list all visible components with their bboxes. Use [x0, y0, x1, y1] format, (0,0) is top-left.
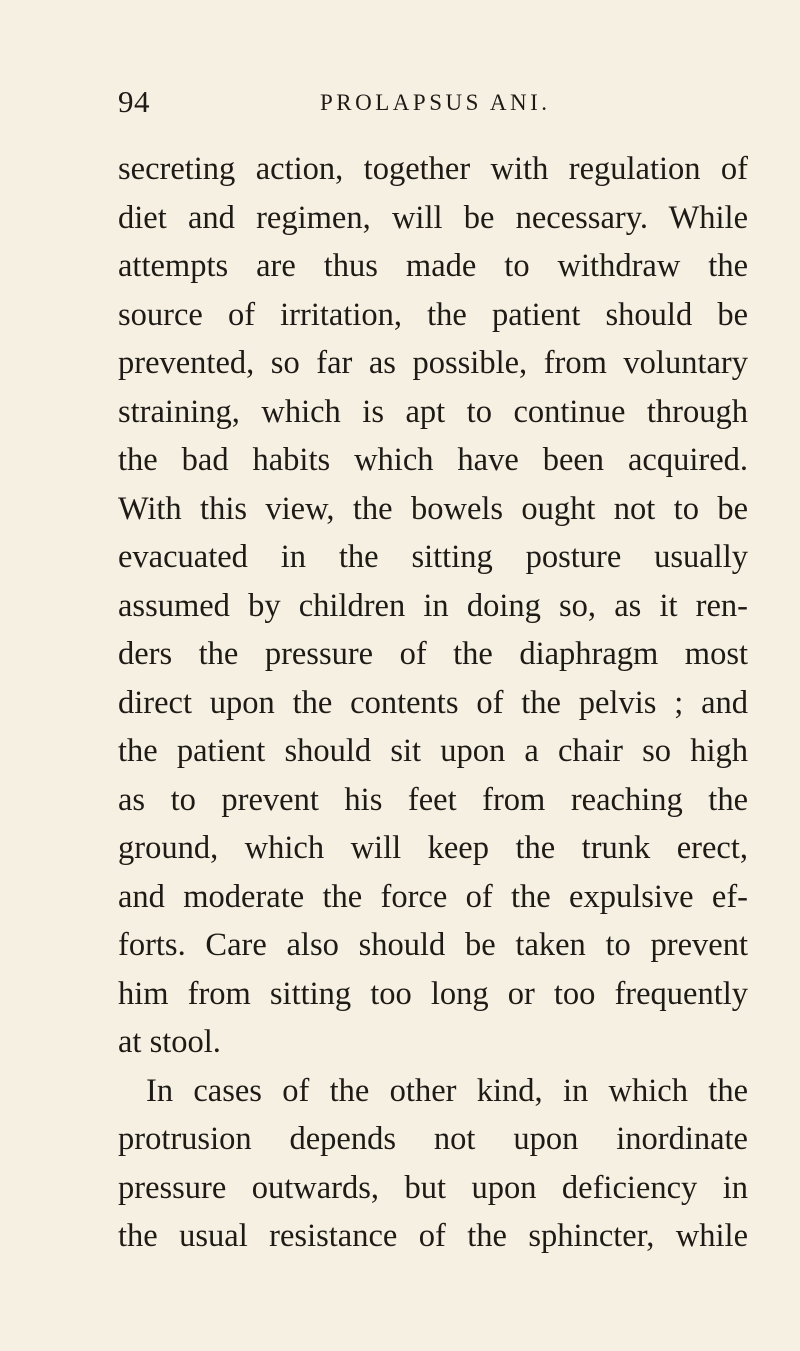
text-line: evacuated in the sitting posture usually — [118, 539, 748, 575]
text-line: source of irritation, the patient should be — [118, 296, 748, 333]
text-line: diet and regimen, will be necessary. While — [118, 199, 748, 236]
text-line: the usual resistance of the sphincter, while — [118, 1218, 748, 1254]
page-header — [118, 84, 738, 120]
text-line: the patient should sit upon a chair so high — [118, 733, 748, 769]
text-line: secreting action, together with regulation of — [118, 151, 748, 187]
text-line: ground, which will keep the trunk erect, — [118, 830, 748, 866]
text-line: attempts are thus made to withdraw the — [118, 248, 748, 284]
text-line: protrusion depends not upon inordinate — [118, 1121, 748, 1157]
text-line: direct upon the contents of the pelvis ; and — [118, 684, 748, 721]
text-line: forts. Care also should be taken to prevent — [118, 927, 748, 963]
running-head: PROLAPSUS ANI. — [320, 90, 551, 115]
page-number: 94 — [118, 84, 150, 119]
body-text — [118, 145, 748, 1261]
text-line: pressure outwards, but upon deficiency in — [118, 1169, 748, 1206]
text-line: at stool. — [118, 1024, 221, 1060]
text-line: and moderate the force of the expulsive ef- — [118, 878, 748, 915]
text-line: assumed by children in doing so, as it ren- — [118, 587, 748, 624]
text-line: In cases of the other kind, in which the — [146, 1072, 748, 1109]
text-line: straining, which is apt to continue through — [118, 393, 748, 430]
text-line: as to prevent his feet from reaching the — [118, 781, 748, 818]
text-line: prevented, so far as possible, from voluntary — [118, 345, 748, 381]
text-line: With this view, the bowels ought not to be — [118, 490, 748, 527]
text-line: the bad habits which have been acquired. — [118, 442, 748, 478]
text-line: him from sitting too long or too frequently — [118, 975, 748, 1012]
text-line: ders the pressure of the diaphragm most — [118, 636, 748, 672]
